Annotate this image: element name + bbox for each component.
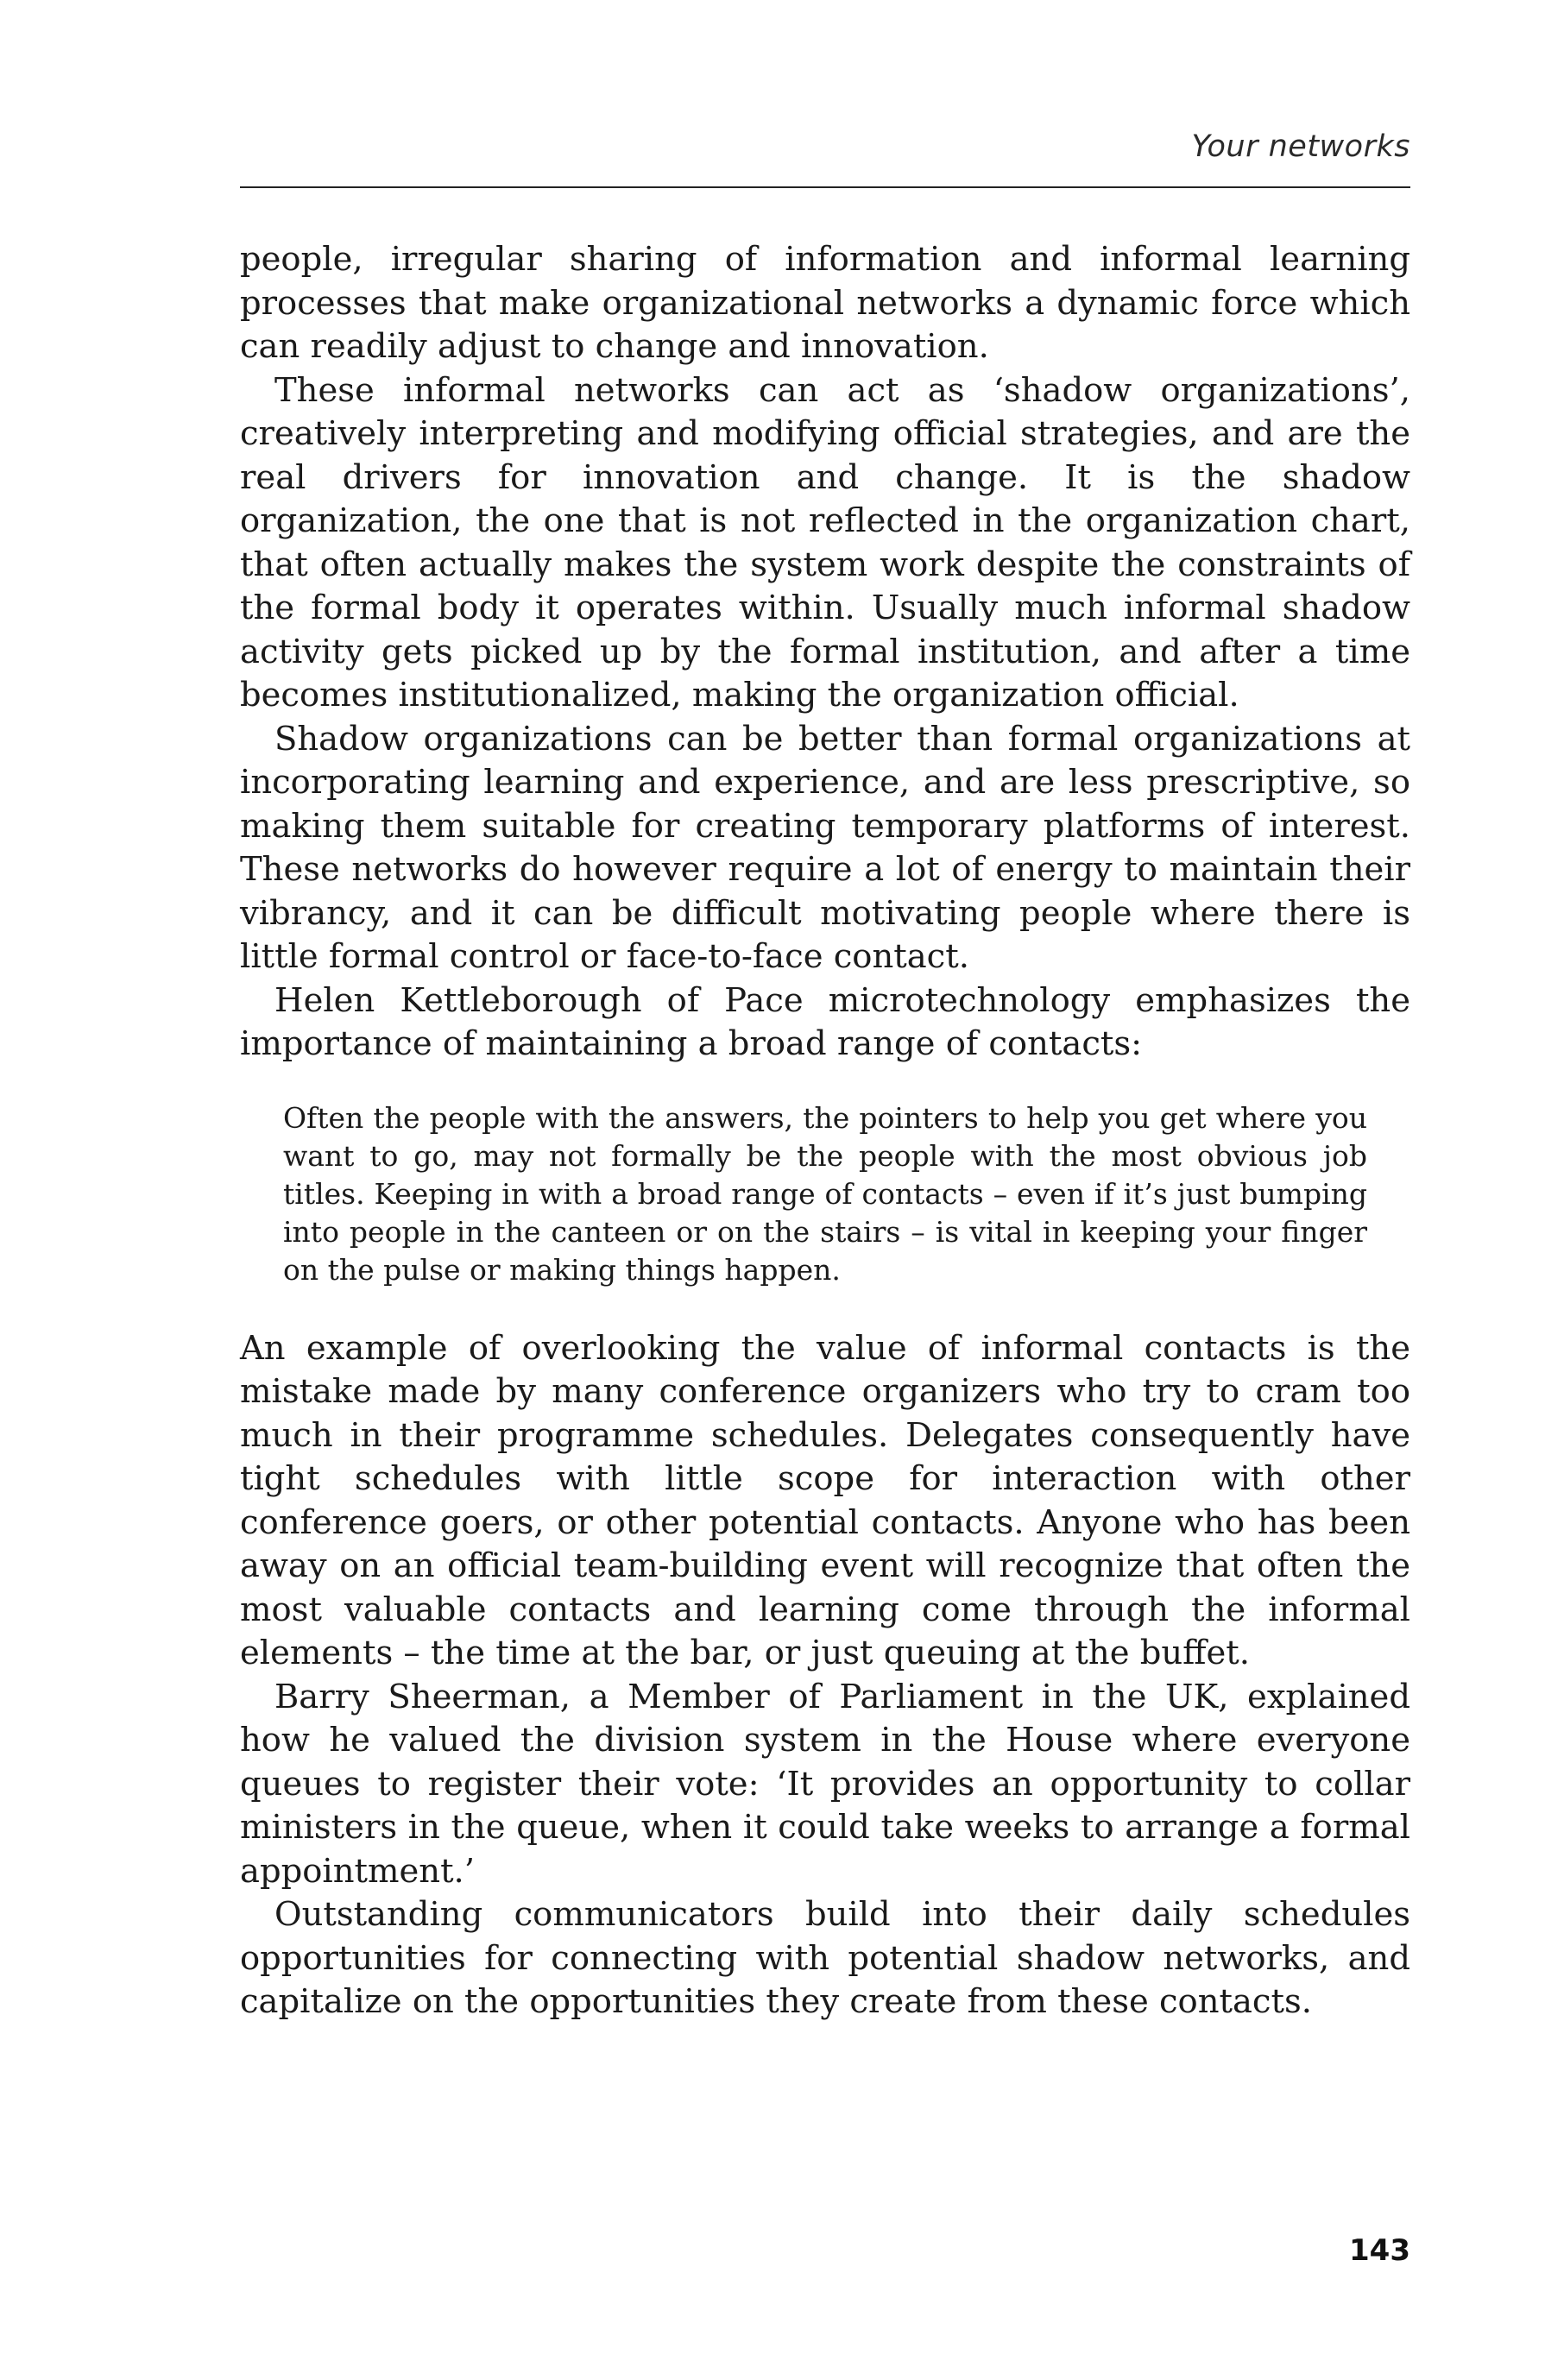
- paragraph: people, irregular sharing of information and informal learning processes that make organizational networks a dynamic force which can readily adjust to change and innovation.: [240, 240, 1410, 366]
- header-rule: [240, 186, 1410, 188]
- page-body: [240, 238, 1410, 2024]
- paragraph: Shadow organizations can be better than formal organizations at incorporating learning and experience, and are less prescriptive, so making them suitable for creating temporary platforms of interest. These networks do however require a lot of energy to maintain their vibrancy, and it can be difficult motivating people where there is little formal control or face-to-face contact.: [240, 719, 1410, 976]
- paragraph: Helen Kettleborough of Pace microtechnology emphasizes the importance of maintaining a broad range of contacts:: [240, 980, 1410, 1063]
- page-number: 143: [1349, 2233, 1410, 2268]
- running-head-title: Your networks: [1191, 129, 1410, 164]
- paragraph: Outstanding communicators build into their daily schedules opportunities for connecting with potential shadow networks, and capitalize on the opportunities they create from these contacts.: [240, 1895, 1410, 2021]
- block-quote: Often the people with the answers, the pointers to help you get where you want to go, may not formally be the people with the most obvious job titles. Keeping in with a broad range of contacts – even if it’s just bumping into people in the canteen or on the stairs – is vital in keeping your finger on the pulse or making things happen.: [283, 1100, 1367, 1287]
- paragraph: Barry Sheerman, a Member of Parliament in the UK, explained how he valued the division system in the House where everyone queues to register their vote: ‘It provides an opportunity to collar ministers in the queue, when it could take weeks to arrange a formal appointment.’: [240, 1677, 1410, 1891]
- paragraph: An example of overlooking the value of informal contacts is the mistake made by many conference organizers who try to cram too much in their programme schedules. Delegates consequently have tight schedules with little scope for interaction with other conference goers, or other potential contacts. Anyone who has been away on an official team-building event will recognize that often the most valuable contacts and learning come through the informal elements – the time at the bar, or just queuing at the buffet.: [240, 1328, 1410, 1672]
- paragraph: These informal networks can act as ‘shadow organizations’, creatively interpreting and modifying official strategies, and are the real drivers for innovation and change. It is the shadow organization, the one that is not reflected in the organization chart, that often actually makes the system work despite the constraints of the formal body it operates within. Usually much informal shadow activity gets picked up by the formal institution, and after a time becomes institutionalized, making the organization official.: [240, 370, 1410, 715]
